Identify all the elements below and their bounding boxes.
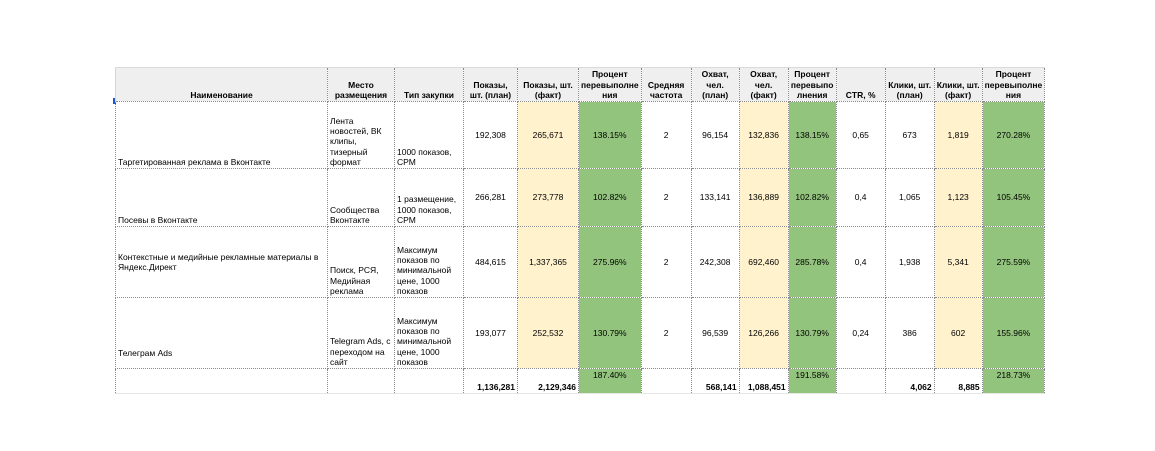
table-row bbox=[116, 102, 1045, 169]
cell-impressions-pct[interactable]: 102.82% bbox=[579, 169, 642, 227]
table-row bbox=[116, 169, 1045, 227]
cell-name[interactable]: Таргетированная реклама в Вконтакте bbox=[116, 102, 328, 169]
cell-reach-plan[interactable]: 96,154 bbox=[691, 102, 739, 169]
cell-name[interactable]: Посевы в Вконтакте bbox=[116, 169, 328, 227]
cell-clicks-pct[interactable]: 155.96% bbox=[982, 298, 1045, 369]
table-row bbox=[116, 227, 1045, 298]
total-cell-empty[interactable] bbox=[116, 369, 328, 394]
header-avg-frequency[interactable]: Средняя частота bbox=[641, 68, 691, 102]
cell-impressions-fact[interactable]: 1,337,365 bbox=[518, 227, 579, 298]
cell-impressions-plan[interactable]: 484,615 bbox=[464, 227, 518, 298]
cell-placement[interactable]: Сообщества Вконтакте bbox=[328, 169, 395, 227]
total-impressions-plan[interactable]: 1,136,281 bbox=[464, 369, 518, 394]
header-reach-fact[interactable]: Охват, чел. (факт) bbox=[739, 68, 788, 102]
cell-clicks-plan[interactable]: 386 bbox=[885, 298, 934, 369]
cell-reach-fact[interactable]: 132,836 bbox=[739, 102, 788, 169]
cell-reach-pct[interactable]: 102.82% bbox=[788, 169, 836, 227]
header-name[interactable]: Наименование bbox=[116, 68, 328, 102]
media-plan-table bbox=[115, 67, 1045, 394]
cell-clicks-plan[interactable]: 673 bbox=[885, 102, 934, 169]
cell-impressions-fact[interactable]: 252,532 bbox=[518, 298, 579, 369]
cell-purchase-type[interactable]: Максимум показов по минимальной цене, 1000 показов bbox=[395, 298, 464, 369]
cell-impressions-fact[interactable]: 265,671 bbox=[518, 102, 579, 169]
cell-impressions-plan[interactable]: 193,077 bbox=[464, 298, 518, 369]
cell-clicks-pct[interactable]: 270.28% bbox=[982, 102, 1045, 169]
cell-clicks-plan[interactable]: 1,065 bbox=[885, 169, 934, 227]
total-cell-empty[interactable] bbox=[836, 369, 885, 394]
cell-reach-plan[interactable]: 133,141 bbox=[691, 169, 739, 227]
cell-avg-frequency[interactable]: 2 bbox=[641, 169, 691, 227]
cell-clicks-fact[interactable]: 1,123 bbox=[934, 169, 982, 227]
header-ctr[interactable]: CTR, % bbox=[836, 68, 885, 102]
cell-ctr[interactable]: 0,65 bbox=[836, 102, 885, 169]
totals-row bbox=[116, 369, 1045, 394]
total-reach-fact[interactable]: 1,088,451 bbox=[739, 369, 788, 394]
total-cell-empty[interactable] bbox=[641, 369, 691, 394]
cell-ctr[interactable]: 0,4 bbox=[836, 169, 885, 227]
cell-impressions-pct[interactable]: 275.96% bbox=[579, 227, 642, 298]
header-purchase-type[interactable]: Тип закупки bbox=[395, 68, 464, 102]
cell-avg-frequency[interactable]: 2 bbox=[641, 298, 691, 369]
total-clicks-fact[interactable]: 8,885 bbox=[934, 369, 982, 394]
cell-ctr[interactable]: 0,24 bbox=[836, 298, 885, 369]
cell-placement[interactable]: Telegram Ads, с переходом на сайт bbox=[328, 298, 395, 369]
cell-impressions-fact[interactable]: 273,778 bbox=[518, 169, 579, 227]
cell-impressions-pct[interactable]: 130.79% bbox=[579, 298, 642, 369]
cell-impressions-pct[interactable]: 138.15% bbox=[579, 102, 642, 169]
header-impressions-plan[interactable]: Показы, шт. (план) bbox=[464, 68, 518, 102]
cell-clicks-fact[interactable]: 1,819 bbox=[934, 102, 982, 169]
cell-name[interactable]: Контекстные и медийные рекламные материалы в Яндекс.Директ bbox=[116, 227, 328, 298]
cell-impressions-plan[interactable]: 192,308 bbox=[464, 102, 518, 169]
cell-avg-frequency[interactable]: 2 bbox=[641, 102, 691, 169]
cell-reach-fact[interactable]: 126,266 bbox=[739, 298, 788, 369]
cell-purchase-type[interactable]: 1000 показов, CPM bbox=[395, 102, 464, 169]
cell-clicks-fact[interactable]: 602 bbox=[934, 298, 982, 369]
cell-name[interactable]: Телеграм Ads bbox=[116, 298, 328, 369]
cell-reach-pct[interactable]: 130.79% bbox=[788, 298, 836, 369]
cell-impressions-plan[interactable]: 266,281 bbox=[464, 169, 518, 227]
cell-clicks-pct[interactable]: 105.45% bbox=[982, 169, 1045, 227]
cell-reach-pct[interactable]: 285.78% bbox=[788, 227, 836, 298]
header-placement[interactable]: Место размещения bbox=[328, 68, 395, 102]
cell-clicks-plan[interactable]: 1,938 bbox=[885, 227, 934, 298]
header-reach-plan[interactable]: Охват, чел. (план) bbox=[691, 68, 739, 102]
total-clicks-pct[interactable]: 218.73% bbox=[982, 369, 1045, 394]
cell-clicks-pct[interactable]: 275.59% bbox=[982, 227, 1045, 298]
cell-reach-fact[interactable]: 136,889 bbox=[739, 169, 788, 227]
header-impressions-pct[interactable]: Процент перевыполне ния bbox=[579, 68, 642, 102]
cell-reach-plan[interactable]: 96,539 bbox=[691, 298, 739, 369]
cell-reach-plan[interactable]: 242,308 bbox=[691, 227, 739, 298]
cell-clicks-fact[interactable]: 5,341 bbox=[934, 227, 982, 298]
header-clicks-plan[interactable]: Клики, шт. (план) bbox=[885, 68, 934, 102]
header-impressions-fact[interactable]: Показы, шт. (факт) bbox=[518, 68, 579, 102]
total-impressions-fact[interactable]: 2,129,346 bbox=[518, 369, 579, 394]
total-reach-plan[interactable]: 568,141 bbox=[691, 369, 739, 394]
header-clicks-fact[interactable]: Клики, шт. (факт) bbox=[934, 68, 982, 102]
cell-reach-pct[interactable]: 138.15% bbox=[788, 102, 836, 169]
cell-reach-fact[interactable]: 692,460 bbox=[739, 227, 788, 298]
cell-ctr[interactable]: 0,4 bbox=[836, 227, 885, 298]
header-reach-pct[interactable]: Процент перевыпо лнения bbox=[788, 68, 836, 102]
cell-purchase-type[interactable]: 1 размещение, 1000 показов, CPM bbox=[395, 169, 464, 227]
total-cell-empty[interactable] bbox=[328, 369, 395, 394]
cell-placement[interactable]: Лента новостей, ВК клипы, тизерный формат bbox=[328, 102, 395, 169]
total-impressions-pct[interactable]: 187.40% bbox=[579, 369, 642, 394]
cell-avg-frequency[interactable]: 2 bbox=[641, 227, 691, 298]
header-clicks-pct[interactable]: Процент перевыполне ния bbox=[982, 68, 1045, 102]
total-clicks-plan[interactable]: 4,062 bbox=[885, 369, 934, 394]
cell-purchase-type[interactable]: Максимум показов по минимальной цене, 1000 показов bbox=[395, 227, 464, 298]
header-row bbox=[116, 68, 1045, 102]
table-row bbox=[116, 298, 1045, 369]
cell-placement[interactable]: Поиск, РСЯ, Медийная реклама bbox=[328, 227, 395, 298]
total-reach-pct[interactable]: 191.58% bbox=[788, 369, 836, 394]
total-cell-empty[interactable] bbox=[395, 369, 464, 394]
